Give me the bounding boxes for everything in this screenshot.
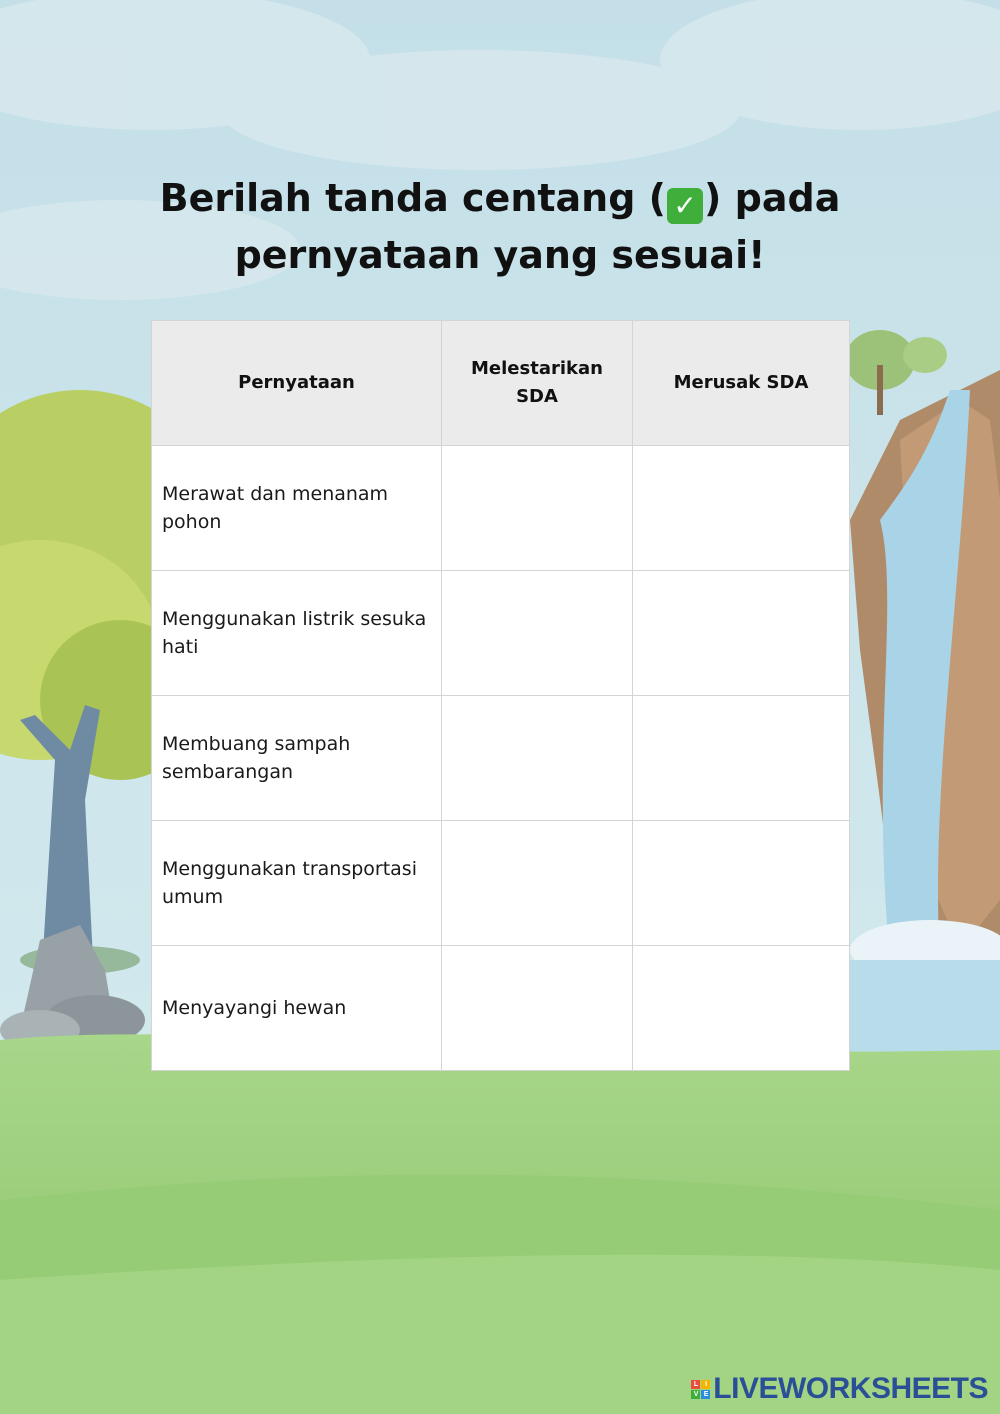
page-title [0, 170, 1000, 284]
table-header-row [152, 321, 850, 446]
table-row [152, 446, 850, 571]
damage-check-cell[interactable] [633, 821, 850, 946]
statement-cell: Membuang sampah sembarangan [152, 696, 442, 821]
header-conserve: Melestarikan SDA [442, 321, 633, 446]
checkmark-icon: ✓ [667, 188, 703, 224]
header-damage: Merusak SDA [633, 321, 850, 446]
damage-check-cell[interactable] [633, 696, 850, 821]
damage-check-cell[interactable] [633, 946, 850, 1071]
hills [0, 1034, 1000, 1414]
damage-check-cell[interactable] [633, 446, 850, 571]
statement-table [151, 320, 850, 1071]
title-line-2: pernyataan yang sesuai! [234, 233, 766, 277]
table-row [152, 821, 850, 946]
header-statement: Pernyataan [152, 321, 442, 446]
table-row [152, 696, 850, 821]
statement-cell: Menggunakan listrik sesuka hati [152, 571, 442, 696]
title-line-1-end: ) pada [704, 176, 841, 220]
conserve-check-cell[interactable] [442, 571, 633, 696]
liveworksheets-logo [691, 1372, 988, 1406]
conserve-check-cell[interactable] [442, 946, 633, 1071]
conserve-check-cell[interactable] [442, 446, 633, 571]
conserve-check-cell[interactable] [442, 821, 633, 946]
conserve-check-cell[interactable] [442, 696, 633, 821]
liveworksheets-mark-icon: L I V E [691, 1380, 710, 1399]
statement-cell: Menyayangi hewan [152, 946, 442, 1071]
damage-check-cell[interactable] [633, 571, 850, 696]
title-line-1-start: Berilah tanda centang ( [159, 176, 667, 220]
table-row [152, 946, 850, 1071]
statement-cell: Merawat dan menanam pohon [152, 446, 442, 571]
statement-cell: Menggunakan transportasi umum [152, 821, 442, 946]
table-row [152, 571, 850, 696]
brand-name: LIVEWORKSHEETS [713, 1372, 988, 1405]
